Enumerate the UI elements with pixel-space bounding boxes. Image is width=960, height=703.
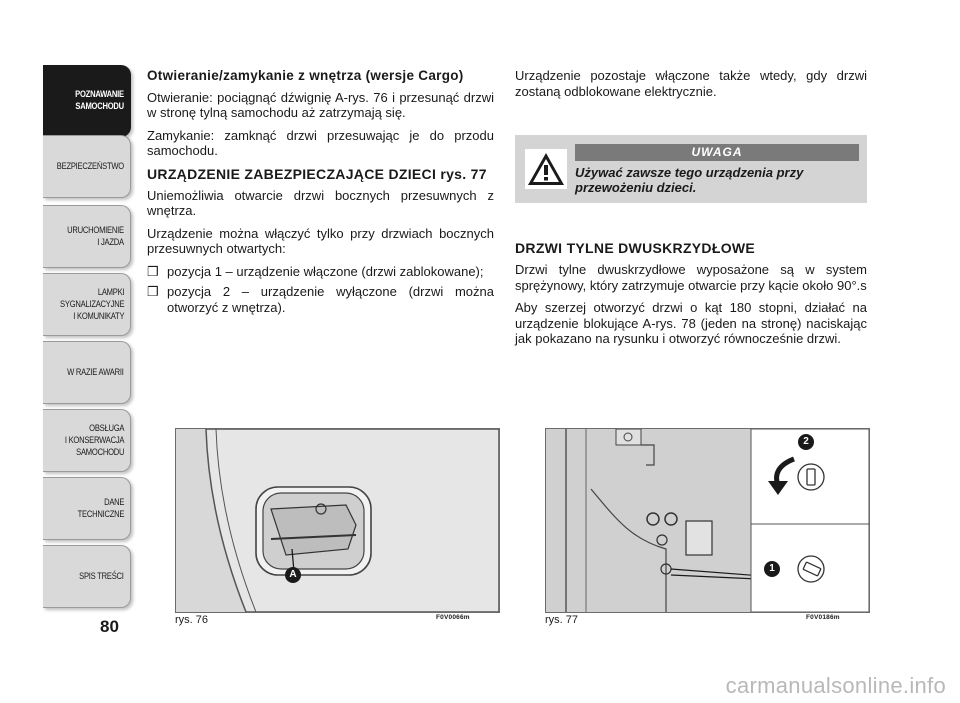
tab-dane-techniczne[interactable]: [43, 477, 131, 540]
tab-label: URUCHOMIENIE I JAZDA: [67, 224, 124, 248]
figure-77-child-lock: [545, 428, 870, 613]
figure-code: F0V0066m: [436, 614, 470, 621]
paragraph: Uniemożliwia otwarcie drzwi bocznych przesuwnych z wnętrza.: [147, 187, 494, 218]
tab-label: SPIS TREŚCI: [79, 570, 124, 582]
paragraph: Urządzenie pozostaje włączone także wtedy, gdy drzwi zostaną odblokowane elektrycznie.: [515, 68, 867, 99]
tab-spis-tresci[interactable]: [43, 545, 131, 608]
tab-obsluga-i-konserwacja[interactable]: [43, 409, 131, 472]
figure-code: F0V0186m: [806, 614, 840, 621]
left-text-column: [147, 68, 494, 320]
list-item-text: pozycja 1 – urządzenie włączone (drzwi zablokowane);: [167, 263, 484, 279]
paragraph: Otwieranie: pociągnąć dźwignię A-rys. 76 i przesunąć drzwi w stronę tylną samochodu aż zatrzymają się.: [147, 89, 494, 120]
tab-lampki-sygnalizacyjne[interactable]: [43, 273, 131, 336]
callout-a-label: A: [285, 567, 301, 583]
tab-label: POZNAWANIE SAMOCHODU: [75, 89, 124, 112]
tab-label: LAMPKI SYGNALIZACYJNE I KOMUNIKATY: [59, 286, 124, 322]
warning-text: Używać zawsze tego urządzenia przy przewożeniu dzieci.: [575, 164, 804, 195]
paragraph: Drzwi tylne dwuskrzydłowe wyposażone są w system sprężynowy, który zatrzymuje otwarcie przy kącie około 90°.s: [515, 262, 867, 293]
figure-76-door-lever: [175, 428, 500, 613]
section-heading: DRZWI TYLNE DWUSKRZYDŁOWE: [515, 240, 756, 256]
section-subheading: Otwieranie/zamykanie z wnętrza (wersje Cargo): [147, 68, 464, 83]
rear-doors-section: [515, 236, 867, 354]
figure-caption: rys. 76: [175, 614, 209, 626]
tab-poznawanie-samochodu[interactable]: [43, 65, 131, 137]
paragraph: Aby szerzej otworzyć drzwi o kąt 180 stopni, działać na urządzenie blokujące A-rys. 78 (jeden na stronę) naciskając jak pokazano na rysunku i otworzyć równocześnie drzwi.: [515, 300, 867, 346]
tab-w-razie-awarii[interactable]: [43, 341, 131, 404]
tab-uruchomienie-i-jazda[interactable]: [43, 205, 131, 268]
list-item-text: pozycja 2 – urządzenie wyłączone (drzwi można otworzyć z wnętrza).: [167, 284, 494, 315]
checkbox-bullet-icon: ❒: [147, 284, 159, 299]
tab-label: BEZPIECZEŃSTWO: [56, 160, 124, 172]
warning-box: [515, 135, 867, 203]
figure-caption: rys. 77: [545, 614, 579, 626]
warning-title: UWAGA: [575, 144, 859, 161]
list-item: [147, 284, 494, 315]
tab-label: W RAZIE AWARII: [67, 366, 124, 378]
callout-1-label: 1: [764, 561, 780, 577]
list-item: [147, 264, 494, 280]
page-number: 80: [100, 617, 119, 636]
tab-bezpieczenstwo[interactable]: [43, 135, 131, 198]
section-heading: URZĄDZENIE ZABEZPIECZAJĄCE DZIECI rys. 77: [147, 165, 487, 182]
paragraph: Zamykanie: zamknąć drzwi przesuwając je do przodu samochodu.: [147, 127, 494, 158]
watermark-text: carmanualsonline.info: [725, 673, 946, 698]
tab-label: OBSŁUGA I KONSERWACJA SAMOCHODU: [64, 422, 124, 458]
child-lock-illustration: [546, 429, 869, 612]
warning-triangle-icon: [525, 149, 567, 189]
right-text-column: [515, 68, 867, 106]
paragraph: Urządzenie można włączyć tylko przy drzwiach bocznych przesuwnych otwartych:: [147, 225, 494, 256]
checkbox-bullet-icon: ❒: [147, 263, 159, 279]
door-handle-illustration: [176, 429, 499, 612]
tab-label: DANE TECHNICZNE: [77, 496, 124, 520]
callout-2-label: 2: [798, 434, 814, 450]
